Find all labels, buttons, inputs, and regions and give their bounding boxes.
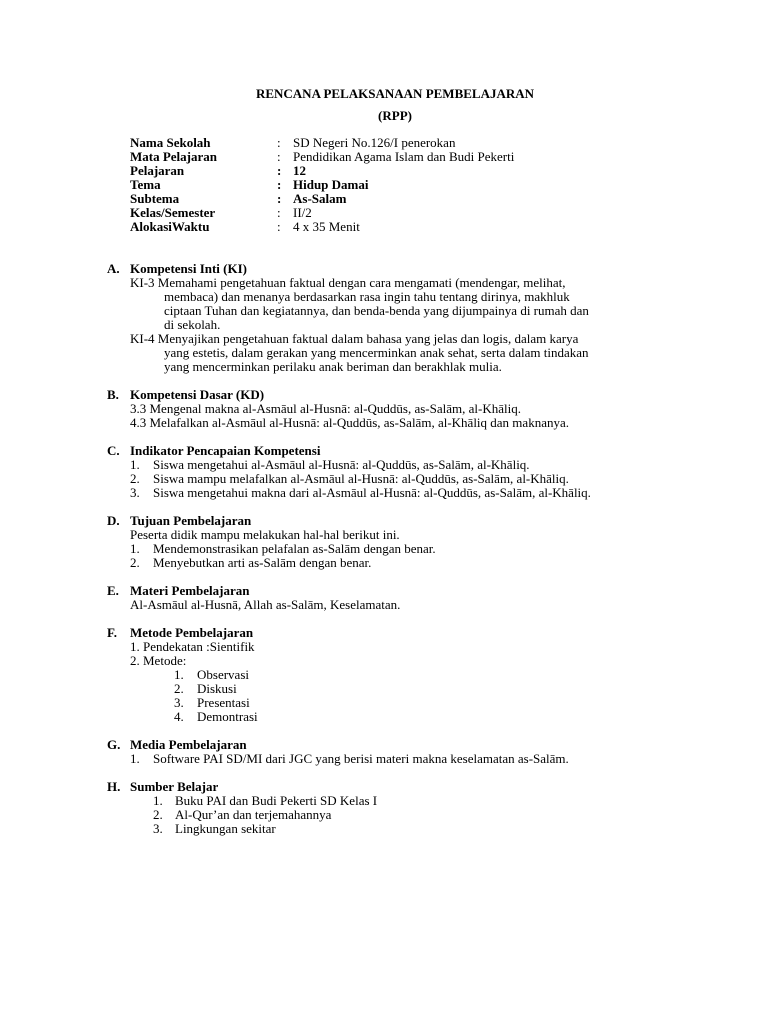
- ki4-line: yang mencerminkan perilaku anak beriman dan berakhlak mulia.: [164, 359, 502, 374]
- section-letter: B.: [107, 387, 119, 402]
- section-title: Materi Pembelajaran: [130, 583, 250, 598]
- section-letter: G.: [107, 737, 121, 752]
- identity-value: 4 x 35 Menit: [293, 219, 360, 234]
- list-number: 2.: [174, 681, 184, 696]
- section-title: Kompetensi Inti (KI): [130, 261, 247, 276]
- list-number: 2.: [153, 807, 163, 822]
- list-item: Siswa mengetahui al-Asmāul al-Husnā: al-Quddūs, as-Salām, al-Khāliq.: [153, 457, 530, 472]
- document-subtitle: (RPP): [378, 108, 412, 123]
- section-letter: D.: [107, 513, 120, 528]
- document-title: RENCANA PELAKSANAAN PEMBELAJARAN: [255, 86, 535, 101]
- identity-value: SD Negeri No.126/I penerokan: [293, 135, 456, 150]
- ki3-line: membaca) dan menanya berdasarkan rasa ingin tahu tentang dirinya, makhluk: [164, 289, 570, 304]
- identity-colon: :: [277, 135, 281, 150]
- identity-value: 12: [293, 163, 306, 178]
- list-item: Lingkungan sekitar: [175, 821, 276, 836]
- section-letter: A.: [107, 261, 120, 276]
- identity-colon: :: [277, 205, 281, 220]
- section-title: Media Pembelajaran: [130, 737, 247, 752]
- identity-value: II/2: [293, 205, 312, 220]
- section-text: Al-Asmāul al-Husnā, Allah as-Salām, Keselamatan.: [130, 597, 401, 612]
- identity-value: Hidup Damai: [293, 177, 369, 192]
- list-item: Menyebutkan arti as-Salām dengan benar.: [153, 555, 372, 570]
- list-item: Observasi: [197, 667, 249, 682]
- list-item: Software PAI SD/MI dari JGC yang berisi materi makna keselamatan as-Salām.: [153, 751, 569, 766]
- section-letter: E.: [107, 583, 119, 598]
- list-number: 3.: [153, 821, 163, 836]
- ki4-line: yang estetis, dalam gerakan yang mencerminkan anak sehat, serta dalam tindakan: [164, 345, 589, 360]
- kd-item: 4.3 Melafalkan al-Asmāul al-Husnā: al-Quddūs, as-Salām, al-Khāliq dan maknanya.: [130, 415, 569, 430]
- list-item: Siswa mampu melafalkan al-Asmāul al-Husnā: al-Quddūs, as-Salām, al-Khāliq.: [153, 471, 569, 486]
- identity-colon: :: [277, 149, 281, 164]
- section-letter: H.: [107, 779, 121, 794]
- ki3-line: ciptaan Tuhan dan kegiatannya, dan benda-benda yang dijumpainya di rumah dan: [164, 303, 589, 318]
- list-number: 3.: [130, 485, 140, 500]
- section-title: Tujuan Pembelajaran: [130, 513, 252, 528]
- section-title: Sumber Belajar: [130, 779, 219, 794]
- list-item: Diskusi: [197, 681, 237, 696]
- list-item: Presentasi: [197, 695, 250, 710]
- list-number: 4.: [174, 709, 184, 724]
- list-item: Demontrasi: [197, 709, 258, 724]
- section-letter: C.: [107, 443, 120, 458]
- identity-label: Subtema: [130, 191, 180, 206]
- list-item: Siswa mengetahui makna dari al-Asmāul al-Husnā: al-Quddūs, as-Salām, al-Khāliq.: [153, 485, 591, 500]
- list-number: 1.: [130, 457, 140, 472]
- identity-label: Kelas/Semester: [130, 205, 216, 220]
- identity-label: AlokasiWaktu: [130, 219, 210, 234]
- section-title: Indikator Pencapaian Kompetensi: [130, 443, 321, 458]
- list-item: Al-Qur’an dan terjemahannya: [175, 807, 332, 822]
- list-item: Mendemonstrasikan pelafalan as-Salām dengan benar.: [153, 541, 436, 556]
- identity-label: Mata Pelajaran: [130, 149, 218, 164]
- list-item: Buku PAI dan Budi Pekerti SD Kelas I: [175, 793, 378, 808]
- section-letter: F.: [107, 625, 117, 640]
- section-title: Metode Pembelajaran: [130, 625, 254, 640]
- ki3-line: di sekolah.: [164, 317, 221, 332]
- identity-colon: :: [277, 191, 282, 206]
- section-intro: Peserta didik mampu melakukan hal-hal berikut ini.: [130, 527, 400, 542]
- list-number: 1.: [130, 541, 140, 556]
- list-number: 1.: [174, 667, 184, 682]
- identity-label: Tema: [130, 177, 161, 192]
- identity-colon: :: [277, 163, 282, 178]
- kd-item: 3.3 Mengenal makna al-Asmāul al-Husnā: al-Quddūs, as-Salām, al-Khāliq.: [130, 401, 521, 416]
- section-title: Kompetensi Dasar (KD): [130, 387, 265, 402]
- ki4-line: KI-4 Menyajikan pengetahuan faktual dalam bahasa yang jelas dan logis, dalam karya: [130, 331, 579, 346]
- ki3-line: KI-3 Memahami pengetahuan faktual dengan cara mengamati (mendengar, melihat,: [130, 275, 566, 290]
- identity-label: Pelajaran: [130, 163, 185, 178]
- identity-colon: :: [277, 177, 282, 192]
- identity-value: Pendidikan Agama Islam dan Budi Pekerti: [293, 149, 515, 164]
- identity-value: As-Salam: [293, 191, 347, 206]
- list-number: 1.: [130, 751, 140, 766]
- identity-colon: :: [277, 219, 281, 234]
- list-number: 2.: [130, 471, 140, 486]
- list-number: 2.: [130, 555, 140, 570]
- identity-label: Nama Sekolah: [130, 135, 211, 150]
- list-number: 3.: [174, 695, 184, 710]
- metode-line: 1. Pendekatan :Sientifik: [130, 639, 255, 654]
- metode-line: 2. Metode:: [130, 653, 187, 668]
- list-number: 1.: [153, 793, 163, 808]
